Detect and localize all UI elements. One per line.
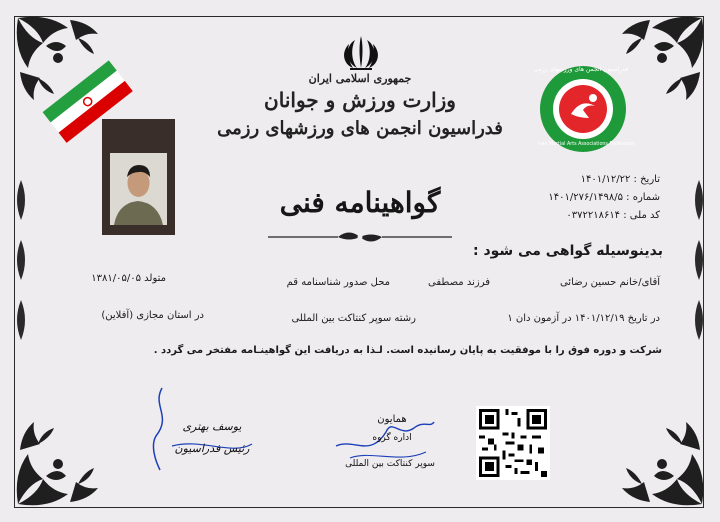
holder-father: فرزند مصطفی [428, 277, 490, 288]
holder-name: آقای/خانم حسین رضائی [559, 277, 660, 288]
exam-field: رشته سوپر کنتاکت بین المللی [291, 313, 416, 324]
completion-statement: شرکت و دوره فوق را با موفقیت به پایان رسانیده است. لـذا به دریافت این گواهینـامه مفتخر می گردد . [153, 345, 662, 356]
meta-number-value: ۱۴۰۱/۲۷۶/۱۴۹۸/۵ [548, 192, 623, 203]
person-photo-icon [110, 153, 167, 225]
certificate-title: گواهینامه فنی [279, 186, 441, 219]
side-ornament-left [10, 180, 32, 340]
holder-issue-place: محل صدور شناسنامه قم [286, 277, 390, 288]
meta-number-label: شماره : [626, 192, 660, 203]
certificate-intro: بدینوسیله گواهی می شود : [472, 243, 663, 259]
holder-birth: متولد ۱۳۸۱/۰۵/۰۵ [91, 273, 166, 284]
federation-logo-icon [533, 64, 635, 154]
meta-national-id [514, 210, 660, 221]
exam-details: در تاریخ ۱۴۰۱/۱۲/۱۹ در آزمون دان ۱ [507, 313, 660, 324]
meta-date-label: تاریخ : [633, 174, 660, 185]
federation-logo [533, 64, 635, 154]
iran-emblem-icon [340, 34, 382, 72]
signature-middle-dept: اداره گروه [372, 433, 412, 443]
holder-photo-image [110, 153, 167, 225]
meta-national-id-label: کد ملی : [623, 210, 660, 221]
meta-national-id-value: ۰۳۷۲۲۱۸۶۱۴ [566, 210, 621, 221]
qr-code-icon [476, 406, 550, 480]
signature-left-title: رئیس فدراسیون [174, 442, 250, 455]
signature-left-name: یوسف بهتری [182, 420, 242, 433]
qr-code[interactable] [476, 406, 550, 480]
side-ornament-right [688, 180, 710, 340]
header-federation: فدراسیون انجمن های ورزشهای رزمی [217, 118, 503, 139]
header-republic: جمهوری اسلامی ایران [308, 72, 412, 85]
corner-ornament-bottom-right [592, 404, 712, 514]
logo-text-en: Iran Martial Arts Associations Federation [538, 142, 635, 147]
holder-photo [102, 119, 175, 235]
header-ministry: وزارت ورزش و جوانان [264, 88, 456, 112]
logo-text-outer: فدراسیون انجمن های ورزشهای رزمی [533, 66, 628, 73]
meta-date [540, 174, 660, 185]
signature-middle-field: سوپر کنتاکت بین المللی [345, 459, 435, 469]
meta-number [514, 192, 660, 203]
corner-ornament-bottom-left [8, 404, 128, 514]
signature-middle-name: همایون [377, 414, 407, 425]
meta-date-value: ۱۴۰۱/۱۲/۲۲ [580, 174, 631, 185]
title-divider-ornament [268, 228, 452, 246]
exam-province: در استان مجازی (آفلاین) [101, 310, 204, 321]
